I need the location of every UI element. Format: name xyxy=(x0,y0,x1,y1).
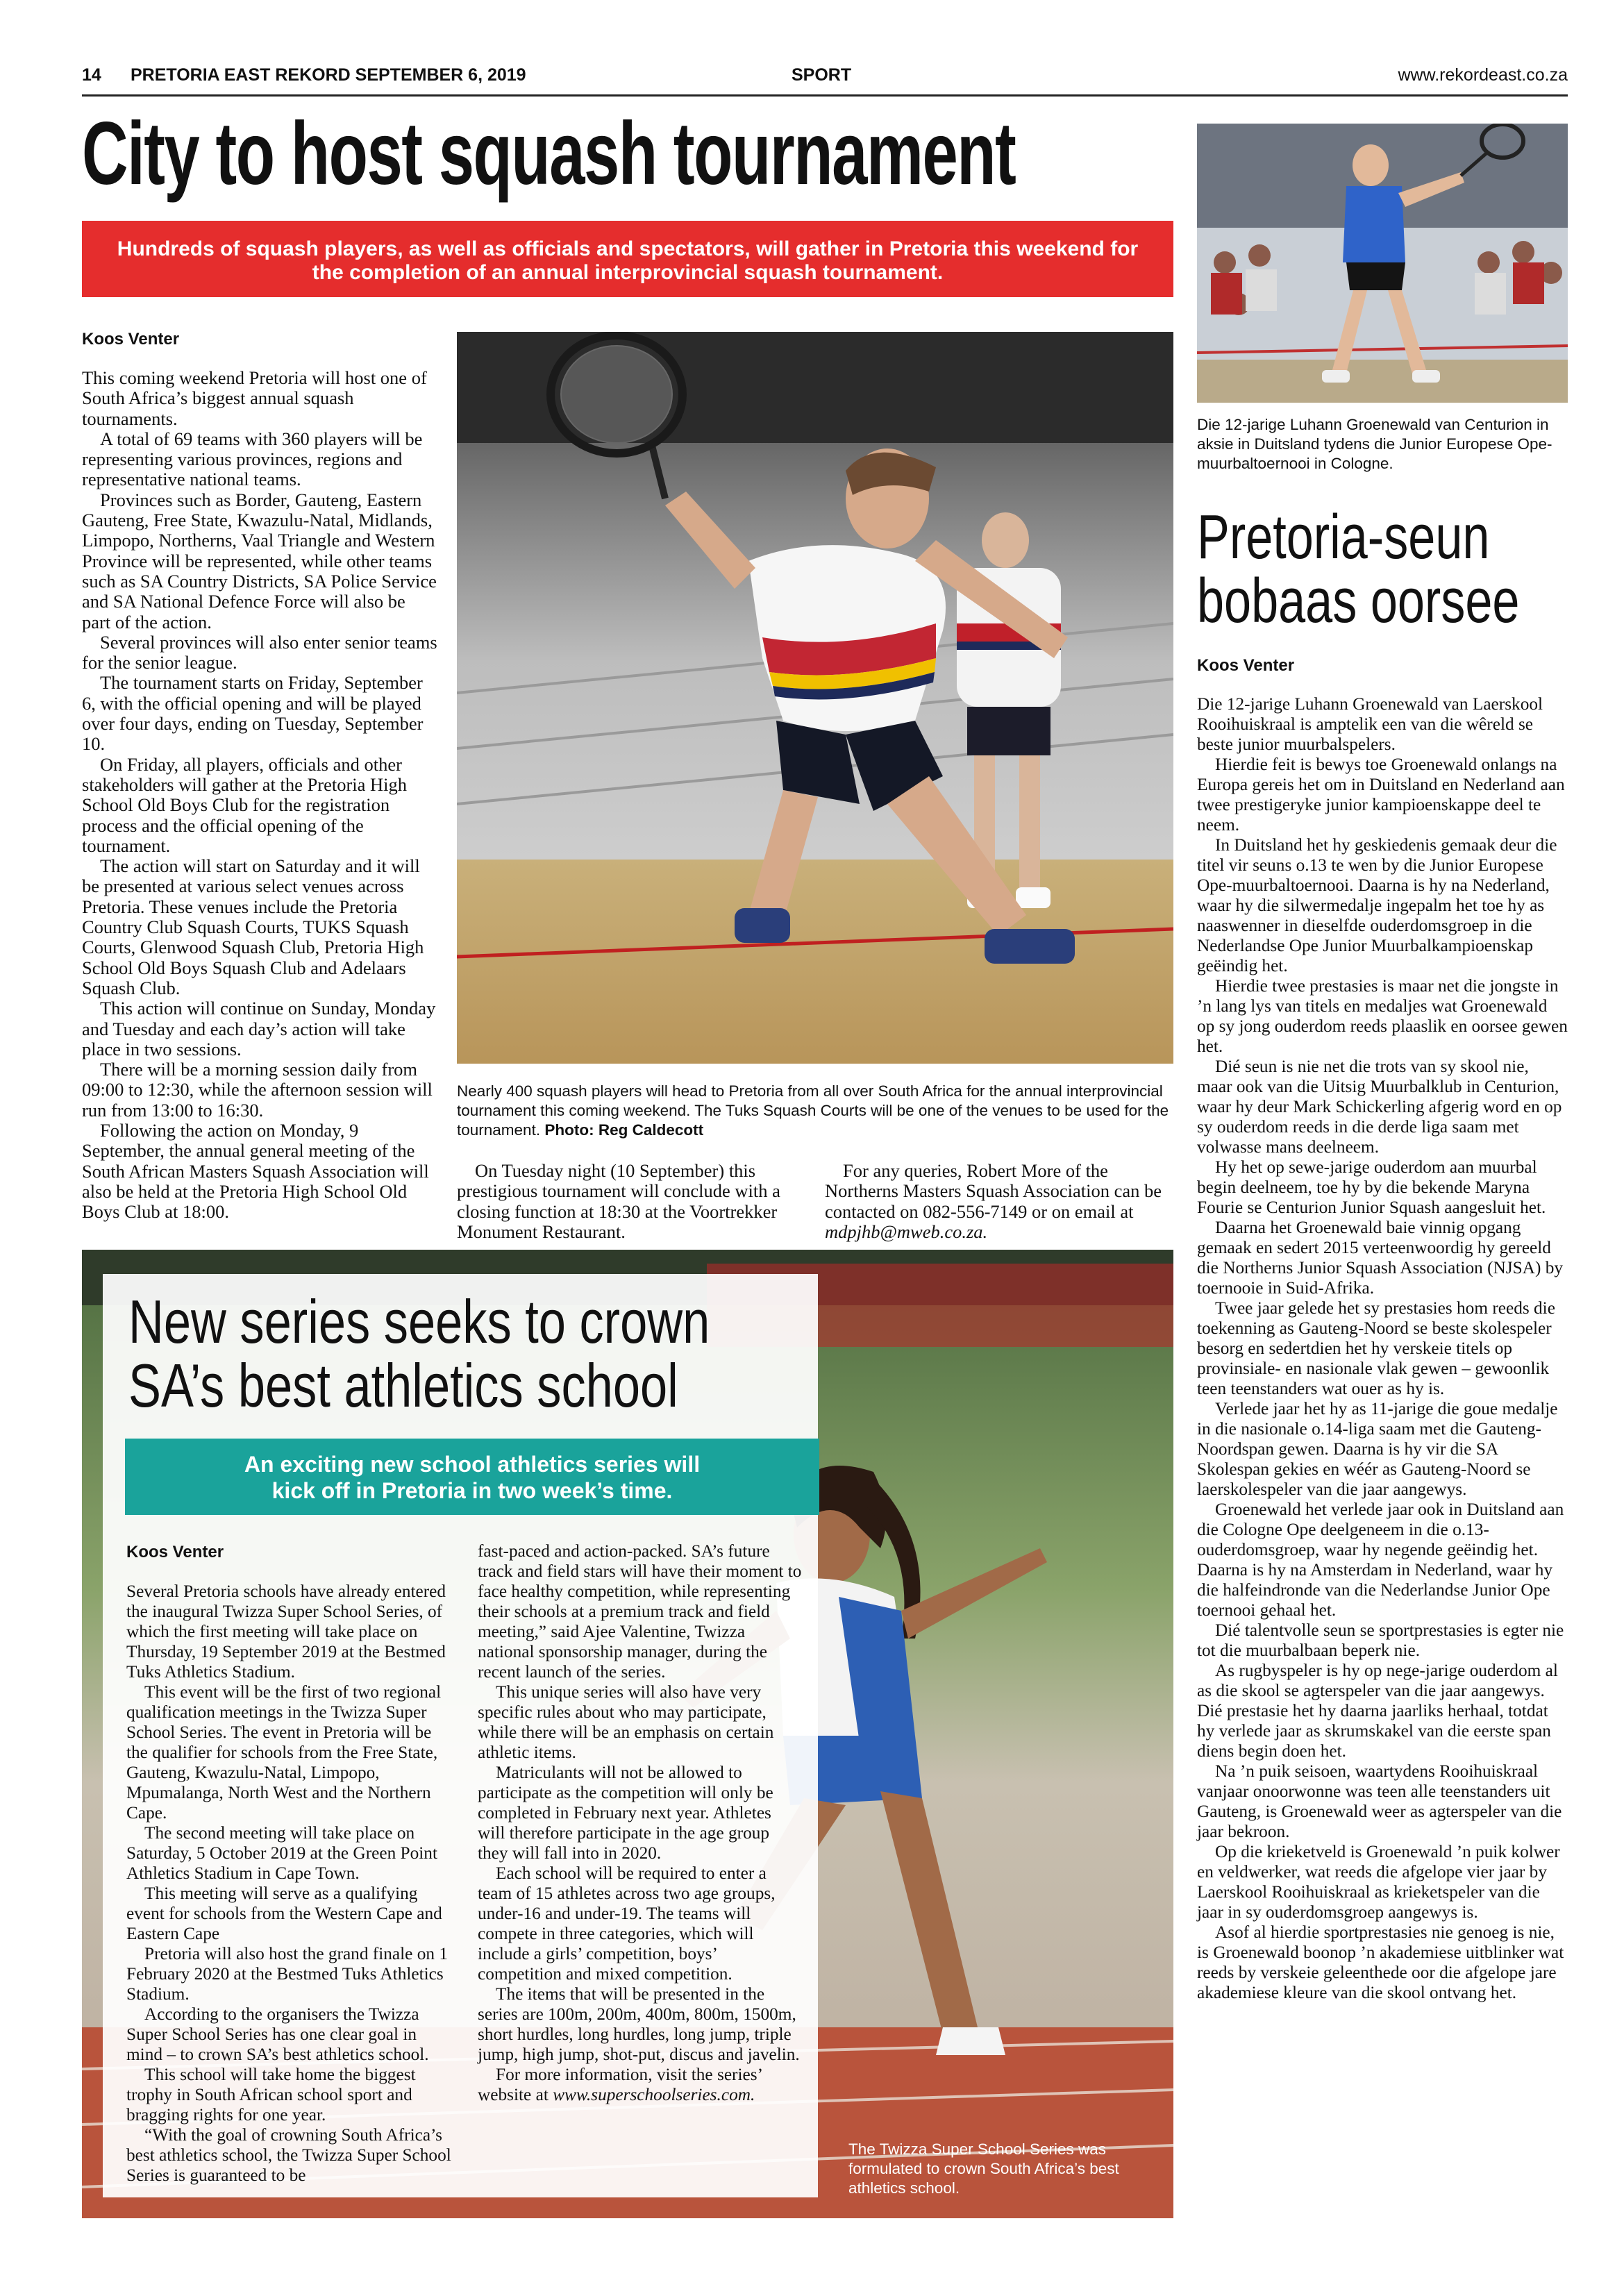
athletics-standfirst-box xyxy=(125,1439,819,1515)
standfirst-line: An exciting new school athletics series will xyxy=(244,1452,701,1477)
publication-line: PRETORIA EAST REKORD SEPTEMBER 6, 2019 xyxy=(131,65,526,85)
website-link[interactable]: www.rekordeast.co.za xyxy=(1398,65,1568,85)
headline-line: New series seeks to crown xyxy=(128,1287,710,1356)
groenewald-caption: Die 12-jarige Luhann Groenewald van Centurion in aksie in Duitsland tydens die Junior Europese Ope-muurbaltoernooi in Cologne. xyxy=(1197,416,1552,472)
squash-caption xyxy=(457,1082,1173,1140)
paragraph: Several Pretoria schools have already entered the inaugural Twizza Super School Series, of which the first meeting will take place on Thursday, 19 September 2019 at the Bestmed Tuks Athletics Stadium. xyxy=(126,1582,446,1682)
paragraph: Daarna het Groenewald baie vinnig opgang gemaak en sedert 2015 verteenwoordig hy gereeld die Northerns Junior Squash Association (NJSA) by toernooie in Suid-Afrika. xyxy=(1197,1218,1563,1298)
standfirst-line: kick off in Pretoria in two week’s time. xyxy=(271,1478,673,1503)
athletics-byline: Koos Venter xyxy=(126,1543,224,1561)
paragraph: Dié talentvolle seun se sportprestasies is egter nie tot die muurbalbaan beperk nie. xyxy=(1197,1620,1564,1660)
squash-standfirst-box xyxy=(82,221,1173,297)
paragraph: As rugbyspeler is hy op nege-jarige ouderdom al as die skool se agterspeler van die jaar aangewys. Dié prestasie het hy daarna jaarliks herhaal, totdat hy verlede jaar as skrumskakel van die eerste span diens begin doen het. xyxy=(1197,1661,1558,1761)
paragraph: Na ’n puik seisoen, waartydens Rooihuiskraal vanjaar onoorwonne was teen alle teenstanders uit Gauteng, is Groenewald weer as agterspeler van die jaar bekroon. xyxy=(1197,1761,1562,1841)
paragraph: This meeting will serve as a qualifying event for schools from the Western Cape and Eastern Cape xyxy=(126,1884,442,1943)
paragraph: Following the action on Monday, 9 September, the annual general meeting of the South African Masters Squash Association will also be held at the Pretoria High School Old Boys Club at 18:00. xyxy=(82,1119,429,1223)
squash-body-col2 xyxy=(457,1161,797,1242)
squash-byline: Koos Venter xyxy=(82,330,180,349)
paragraph: Several provinces will also enter senior teams for the senior league. xyxy=(82,631,437,673)
page-number: 14 xyxy=(82,65,101,85)
paragraph: The tournament starts on Friday, September 6, with the official opening and will be played over four days, ending on Tuesday, September 10. xyxy=(82,672,424,755)
paragraph: Matriculants will not be allowed to participate as the competition will only be completed in February next year. Athletes will therefore participate in the age group they will fall into in 2020. xyxy=(478,1763,773,1863)
paragraph: This event will be the first of two regional qualification meetings in the Twizza Super School Series. The event in Pretoria will be the qualifier for schools from the Free State, Gauteng, Kwazulu-Natal, Limpopo, Mpumalanga, North West and the Northern Cape. xyxy=(126,1682,442,1822)
headline-line: Pretoria-seun xyxy=(1197,503,1490,572)
paragraph: Die 12-jarige Luhann Groenewald van Laerskool Rooihuiskraal is amptelik een van die wêreld se beste junior muurbalspelers. xyxy=(1197,694,1543,754)
paragraph: Hierdie feit is bewys toe Groenewald onlangs na Europa gereis het om in Duitsland en Nederland aan twee prestigeryke junior kampioenskappe deel te neem. xyxy=(1197,755,1565,835)
website-link[interactable]: www.superschoolseries.com. xyxy=(553,2085,755,2104)
squash-body-col3 xyxy=(825,1161,1173,1242)
paragraph: Each school will be required to enter a team of 15 athletes across two age groups, under-16 and under-19. The teams will compete in three categories, which will include a girls’ competition, boys’ competition and mixed competition. xyxy=(478,1863,776,1984)
squash-headline: City to host squash tournament xyxy=(82,104,1016,203)
paragraph: A total of 69 teams with 360 players will be representing various provinces, regions and representative national teams. xyxy=(82,428,423,490)
athletics-body-col2 xyxy=(478,1541,803,2105)
paragraph: This school will take home the biggest trophy in South African school sport and bragging rights for one year. xyxy=(126,2065,416,2125)
headline-line: SA’s best athletics school xyxy=(128,1351,678,1420)
paragraph: Pretoria will also host the grand finale on 1 February 2020 at the Bestmed Tuks Athletics Stadium. xyxy=(126,1944,448,2004)
paragraph: On Tuesday night (10 September) this prestigious tournament will conclude with a closing function at 18:30 at the Voortrekker Monument Restaurant. xyxy=(457,1160,780,1242)
paragraph: Asof al hierdie sportprestasies nie genoeg is nie, is Groenewald boonop ’n akademiese uitblinker wat reeds by verskeie geleenthede oor die afgelope jare akademiese kleure van die skool ontvang het. xyxy=(1197,1922,1564,2002)
squash-standfirst: Hundreds of squash players, as well as officials and spectators, will gather in Pretoria this weekend for the completion of an annual interprovincial squash tournament. xyxy=(117,237,1139,284)
section-label: SPORT xyxy=(792,65,852,85)
paragraph: This unique series will also have very specific rules about who may participate, while there will be an emphasis on certain athletic items. xyxy=(478,1682,774,1762)
athletics-body-col1 xyxy=(126,1582,457,2186)
paragraph xyxy=(825,1161,1173,1242)
groenewald-photo xyxy=(1197,124,1568,403)
squash-photo-credit: Photo: Reg Caldecott xyxy=(544,1121,704,1139)
paragraph xyxy=(478,2065,803,2105)
paragraph: The action will start on Saturday and it will be presented at various select venues across Pretoria. These venues include the Pretoria Country Club Squash Courts, TUKS Squash Courts, Glenwood Squash Club, Pretoria High School Old Boys Squash Club and Adelaars Squash Club. xyxy=(82,855,424,998)
paragraph: Twee jaar gelede het sy prestasies hom reeds die toekenning as Gauteng-Noord se beste skolespeler besorg en sedertdien het hy verskeie titels op provinsiale- en nasionale vlak gewen – gewoonlik teen teenstanders wat ouer as hy is. xyxy=(1197,1298,1555,1398)
paragraph: Groenewald het verlede jaar ook in Duitsland aan die Cologne Ope deelgeneem in die o.13-ouderdomsgroep, waar hy negende geëindig het. Daarna is hy na Amsterdam in Nederland, waar hy die halfeindronde van die Nederlandse Junior Ope toernooi gehaal het. xyxy=(1197,1500,1564,1620)
page-header xyxy=(82,62,1568,90)
headline-line: bobaas oorsee xyxy=(1197,567,1520,636)
athletics-caption: The Twizza Super School Series was formulated to crown South Africa’s best athletics school. xyxy=(848,2140,1119,2197)
pretoria-seun-headline xyxy=(1197,503,1614,636)
paragraph: On Friday, all players, officials and other stakeholders will gather at the Pretoria High School Old Boys Club for the registration process and the official opening of the tournament. xyxy=(82,753,408,856)
paragraph: Hy het op sewe-jarige ouderdom aan muurbal begin deelneem, toe hy by die bekende Maryna Fourie se Centurion Junior Squash aangesluit het. xyxy=(1197,1157,1546,1217)
paragraph: fast-paced and action-packed. SA’s future track and field stars will have their moment to face healthy competition, while representing their schools at a premium track and field meeting,” said Ajee Valentine, Twizza national sponsorship manager, during the recent launch of the series. xyxy=(478,1541,802,1682)
pretoria-seun-body xyxy=(1197,694,1568,2003)
paragraph: This coming weekend Pretoria will host one of South Africa’s biggest annual squash tournaments. xyxy=(82,367,427,429)
paragraph: The second meeting will take place on Saturday, 5 October 2019 at the Green Point Athletics Stadium in Cape Town. xyxy=(126,1823,437,1883)
squash-caption-text: Nearly 400 squash players will head to Pretoria from all over South Africa for the annual interprovincial tournament this coming weekend. The Tuks Squash Courts will be one of the venues to be used for the tournament. xyxy=(457,1082,1169,1139)
paragraph: Hierdie twee prestasies is maar net die jongste in ’n lang lys van titels en medaljes wat Groenewald op sy jong ouderdom reeds plaaslik en oorsee gewen het. xyxy=(1197,976,1568,1056)
header-rule xyxy=(82,94,1568,97)
paragraph: “With the goal of crowning South Africa’s best athletics school, the Twizza Super School Series is guaranteed to be xyxy=(126,2125,451,2185)
paragraph: Op die krieketveld is Groenewald ’n puik kolwer en veldwerker, wat reeds die afgelope vier jaar by Laerskool Rooihuiskraal as krieketspeler van die jaar in sy ouderdomsgroep aangewys is. xyxy=(1197,1842,1560,1922)
email-link[interactable]: mdpjhb@mweb.co.za. xyxy=(825,1221,988,1242)
squash-photo xyxy=(457,332,1173,1064)
paragraph: According to the organisers the Twizza Super School Series has one clear goal in mind – to crown SA’s best athletics school. xyxy=(126,2004,429,2064)
paragraph-text: For more information, visit the series’ website at xyxy=(478,2065,762,2104)
paragraph: Provinces such as Border, Gauteng, Eastern Gauteng, Free State, Kwazulu-Natal, Midlands, Limpopo, Northerns, Vaal Triangle and Western Province will be represented, while other teams such as SA Country Districts, SA Police Service and SA National Defence Force will also be part of the action. xyxy=(82,489,437,632)
paragraph: The items that will be presented in the series are 100m, 200m, 400m, 800m, 1500m, short hurdles, long hurdles, long jump, triple jump, high jump, shot-put, discus and javelin. xyxy=(478,1984,800,2064)
paragraph: This action will continue on Sunday, Monday and Tuesday and each day’s action will take place in two sessions. xyxy=(82,998,436,1059)
paragraph: In Duitsland het hy geskiedenis gemaak deur die titel vir seuns o.13 te wen by die Junior Europese Ope-muurbaltoernooi. Daarna is hy na Nederland, waar hy die silwermedalje ingepalm het toe hy as naaswenner in dieselfde ouderdomsgroep in die Nederlandse Ope Junior Muurbalkampioenskap geëindig het. xyxy=(1197,835,1557,975)
athletics-headline xyxy=(128,1287,809,1420)
squash-body-col1 xyxy=(82,368,437,1222)
paragraph-text: For any queries, Robert More of the Northerns Masters Squash Association can be contacted on 082-556-7149 or on email at xyxy=(825,1160,1162,1222)
paragraph: Verlede jaar het hy as 11-jarige die goue medalje in die nasionale o.14-liga saam met die Gauteng-Noordspan gewen. Daarna is hy vir die SA Skolespan gekies en wéér as Gauteng-Noord se laerskolespeler van die jaar aangewys. xyxy=(1197,1399,1558,1499)
paragraph: There will be a morning session daily from 09:00 to 12:30, while the afternoon session will run from 13:00 to 16:30. xyxy=(82,1059,433,1121)
paragraph: Dié seun is nie net die trots van sy skool nie, maar ook van die Uitsig Muurbalklub in Centurion, waar hy deur Mark Schickerling afgerig word en op sy ouderdom reeds in die derde liga saam met volwasse mans deelneem. xyxy=(1197,1057,1562,1157)
pretoria-seun-byline: Koos Venter xyxy=(1197,656,1295,675)
